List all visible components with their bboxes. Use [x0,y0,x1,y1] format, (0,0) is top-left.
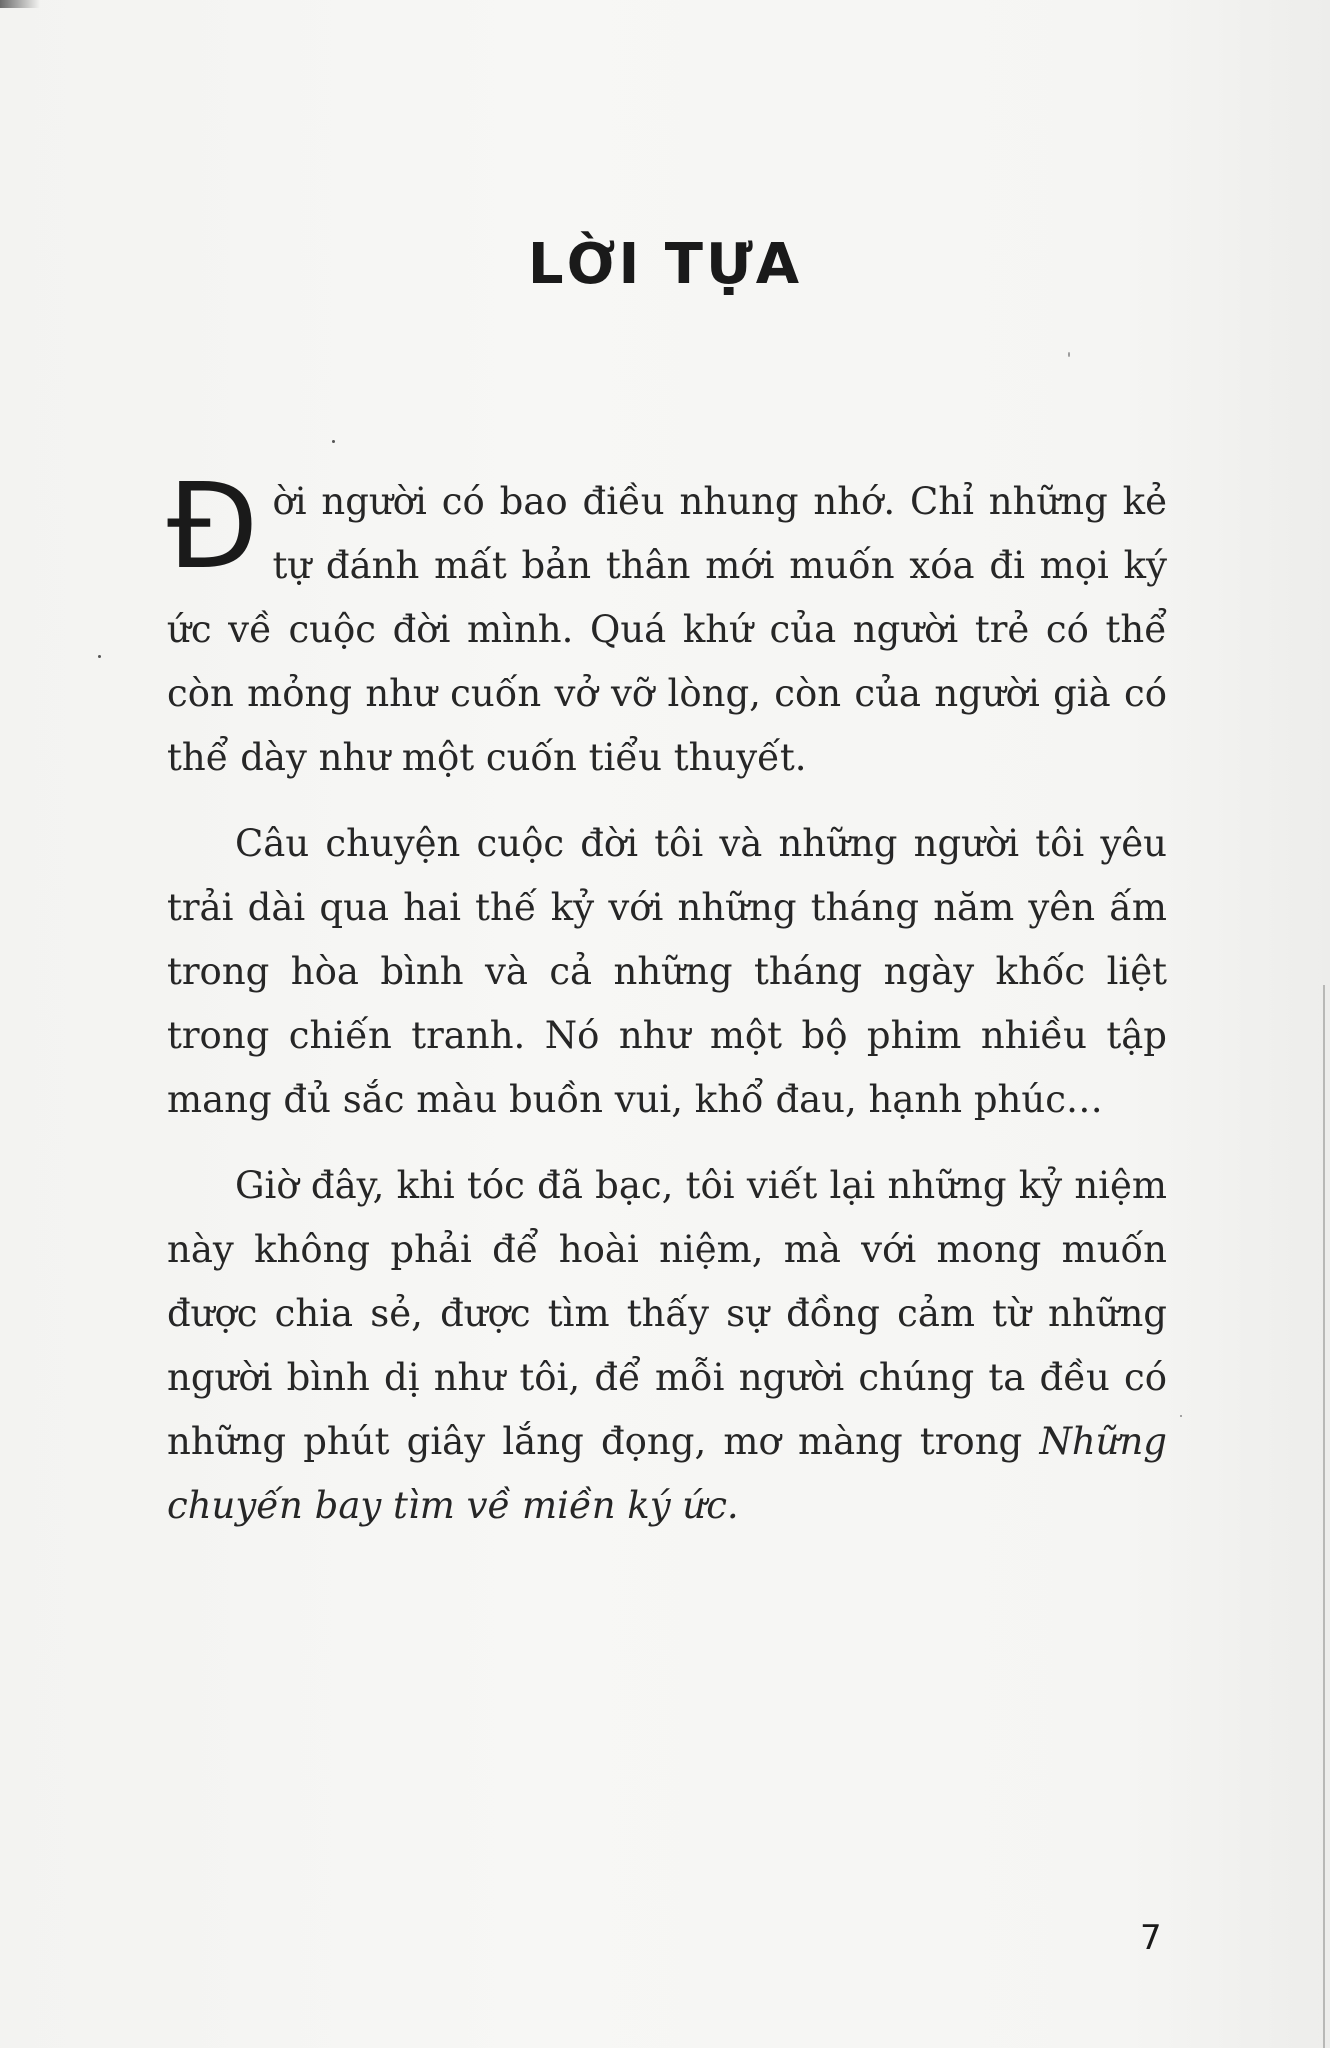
paper-speck [98,655,101,658]
scan-edge-shadow [0,0,40,8]
paragraph-3-text: Giờ đây, khi tóc đã bạc, tôi viết lại những kỷ niệm này không phải để hoài niệm, mà với mong muốn được chia sẻ, được tìm thấy sự đồng cảm từ những người bình dị như tôi, để mỗi người chúng ta đều có những phút giây lắng đọng, mơ màng trong [167,1164,1167,1463]
page-edge-line [1323,985,1325,2048]
paragraph-1 [167,457,1167,790]
page-number: 7 [1140,1918,1162,1958]
paper-speck [1068,352,1070,357]
paper-speck [332,440,335,443]
paragraph-3 [167,1154,1167,1538]
paragraph-1-text: ời người có bao điều nhung nhớ. Chỉ những kẻ tự đánh mất bản thân mới muốn xóa đi mọi ký ức về cuộc đời mình. Quá khứ của người trẻ có thể còn mỏng như cuốn vở vỡ lòng, còn của người già có thể dày như một cuốn tiểu thuyết. [167,480,1167,779]
paper-speck [1180,1415,1182,1417]
paragraph-2: Câu chuyện cuộc đời tôi và những người tôi yêu trải dài qua hai thế kỷ với những tháng năm yên ấm trong hòa bình và cả những tháng ngày khốc liệt trong chiến tranh. Nó như một bộ phim nhiều tập mang đủ sắc màu buồn vui, khổ đau, hạnh phúc… [167,822,1167,1121]
book-title-reference: Những chuyến bay tìm về miền ký ức. [167,1420,1167,1527]
page-title: LỜI TỰA [527,232,803,297]
preface-body [167,457,1167,1560]
drop-cap-letter: Đ [167,457,259,595]
